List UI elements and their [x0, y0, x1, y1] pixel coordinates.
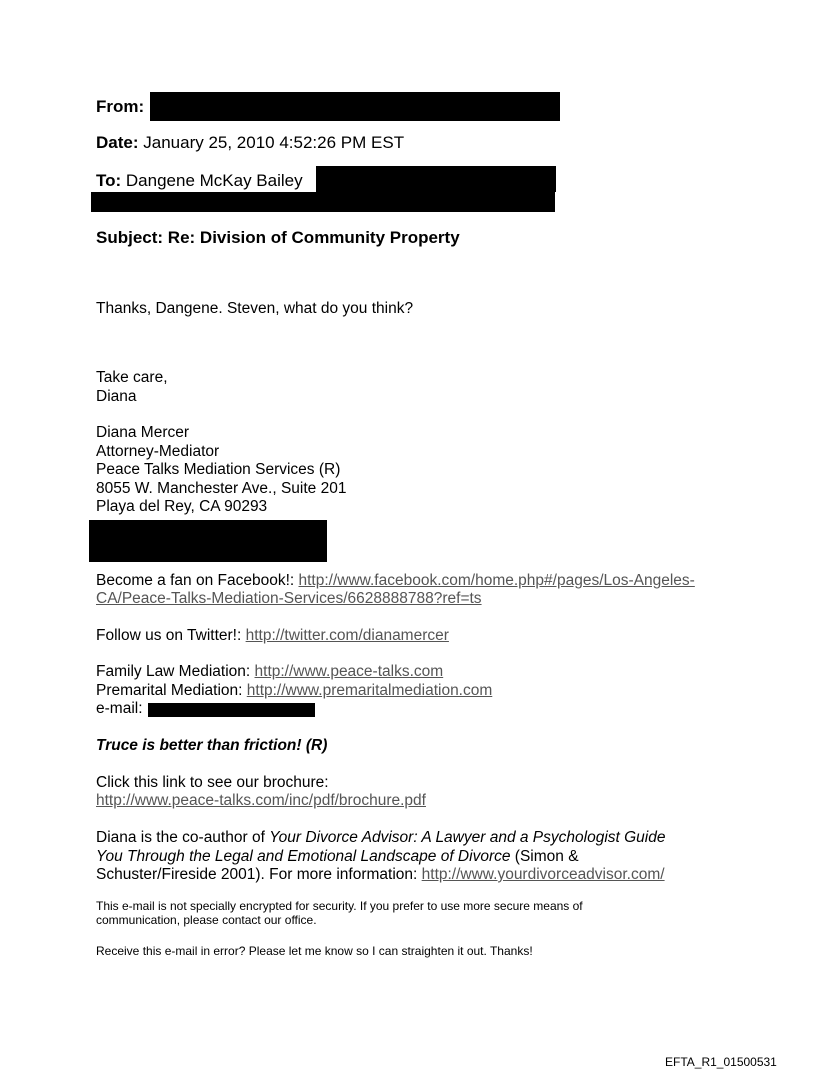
twitter-label: Follow us on Twitter!:	[96, 627, 246, 644]
family-link[interactable]: http://www.peace-talks.com	[254, 663, 444, 680]
disclaimer-line-1: This e-mail is not specially encrypted for security. If you prefer to use more secure means of	[96, 899, 583, 913]
book-line-2	[96, 847, 579, 866]
redaction-email	[148, 703, 315, 717]
subject-label: Subject:	[96, 228, 164, 247]
disclaimer-line-2: communication, please contact our office.	[96, 913, 317, 927]
date-row	[96, 133, 404, 153]
redaction-to-1	[316, 166, 556, 192]
closing: Take care,	[96, 369, 168, 386]
date-label: Date:	[96, 133, 139, 152]
subject-row	[96, 228, 460, 248]
from-row	[96, 97, 144, 117]
redaction-phone	[89, 520, 327, 562]
from-label: From:	[96, 97, 145, 116]
message-line: Thanks, Dangene. Steven, what do you think?	[96, 300, 414, 317]
email-label: e-mail:	[96, 700, 143, 717]
premarital-link[interactable]: http://www.premaritalmediation.com	[246, 682, 493, 699]
email-line	[96, 699, 143, 718]
facebook-link-cont[interactable]: CA/Peace-Talks-Mediation-Services/6628888788?ref=ts	[96, 590, 482, 607]
to-label: To:	[96, 171, 122, 190]
book-title-1: Your Divorce Advisor: A Lawyer and a Psychologist Guide	[269, 829, 666, 846]
sig-title: Attorney-Mediator	[96, 443, 220, 460]
date-value: January 25, 2010 4:52:26 PM EST	[143, 133, 405, 152]
brochure-line	[96, 791, 426, 810]
error-note: Receive this e-mail in error? Please let me know so I can straighten it out. Thanks!	[96, 944, 533, 958]
book-title-2: You Through the Legal and Emotional Landscape of Divorce	[96, 848, 511, 865]
premarital-line	[96, 681, 492, 700]
to-value: Dangene McKay Bailey	[125, 171, 303, 190]
family-mediation-line	[96, 662, 443, 681]
sig-address1: 8055 W. Manchester Ave., Suite 201	[96, 480, 347, 497]
family-label: Family Law Mediation:	[96, 663, 255, 680]
brochure-link[interactable]: http://www.peace-talks.com/inc/pdf/brochure.pdf	[96, 792, 426, 809]
facebook-line-2	[96, 589, 482, 608]
redaction-to-2	[91, 192, 555, 212]
facebook-link[interactable]: http://www.facebook.com/home.php#/pages/Los-Angeles-	[298, 572, 695, 589]
facebook-label: Become a fan on Facebook!:	[96, 572, 299, 589]
redaction-from	[150, 92, 560, 121]
facebook-line	[96, 571, 695, 590]
brochure-label: Click this link to see our brochure:	[96, 774, 329, 791]
subject-value: Re: Division of Community Property	[167, 228, 460, 247]
book-link[interactable]: http://www.yourdivorceadvisor.com/	[421, 866, 665, 883]
book-info: Schuster/Fireside 2001). For more information:	[96, 866, 422, 883]
book-prefix: Diana is the co-author of	[96, 829, 270, 846]
twitter-link[interactable]: http://twitter.com/dianamercer	[245, 627, 449, 644]
closing-name: Diana	[96, 388, 137, 405]
book-line-1	[96, 828, 666, 847]
document-id: EFTA_R1_01500531	[665, 1055, 777, 1069]
sig-name: Diana Mercer	[96, 424, 190, 441]
premarital-label: Premarital Mediation:	[96, 682, 247, 699]
book-line-3	[96, 865, 665, 884]
book-publisher: (Simon &	[510, 848, 579, 865]
sig-address2: Playa del Rey, CA 90293	[96, 498, 268, 515]
tagline: Truce is better than friction! (R)	[96, 737, 328, 754]
sig-company: Peace Talks Mediation Services (R)	[96, 461, 341, 478]
twitter-line	[96, 626, 449, 645]
to-row	[96, 171, 303, 191]
